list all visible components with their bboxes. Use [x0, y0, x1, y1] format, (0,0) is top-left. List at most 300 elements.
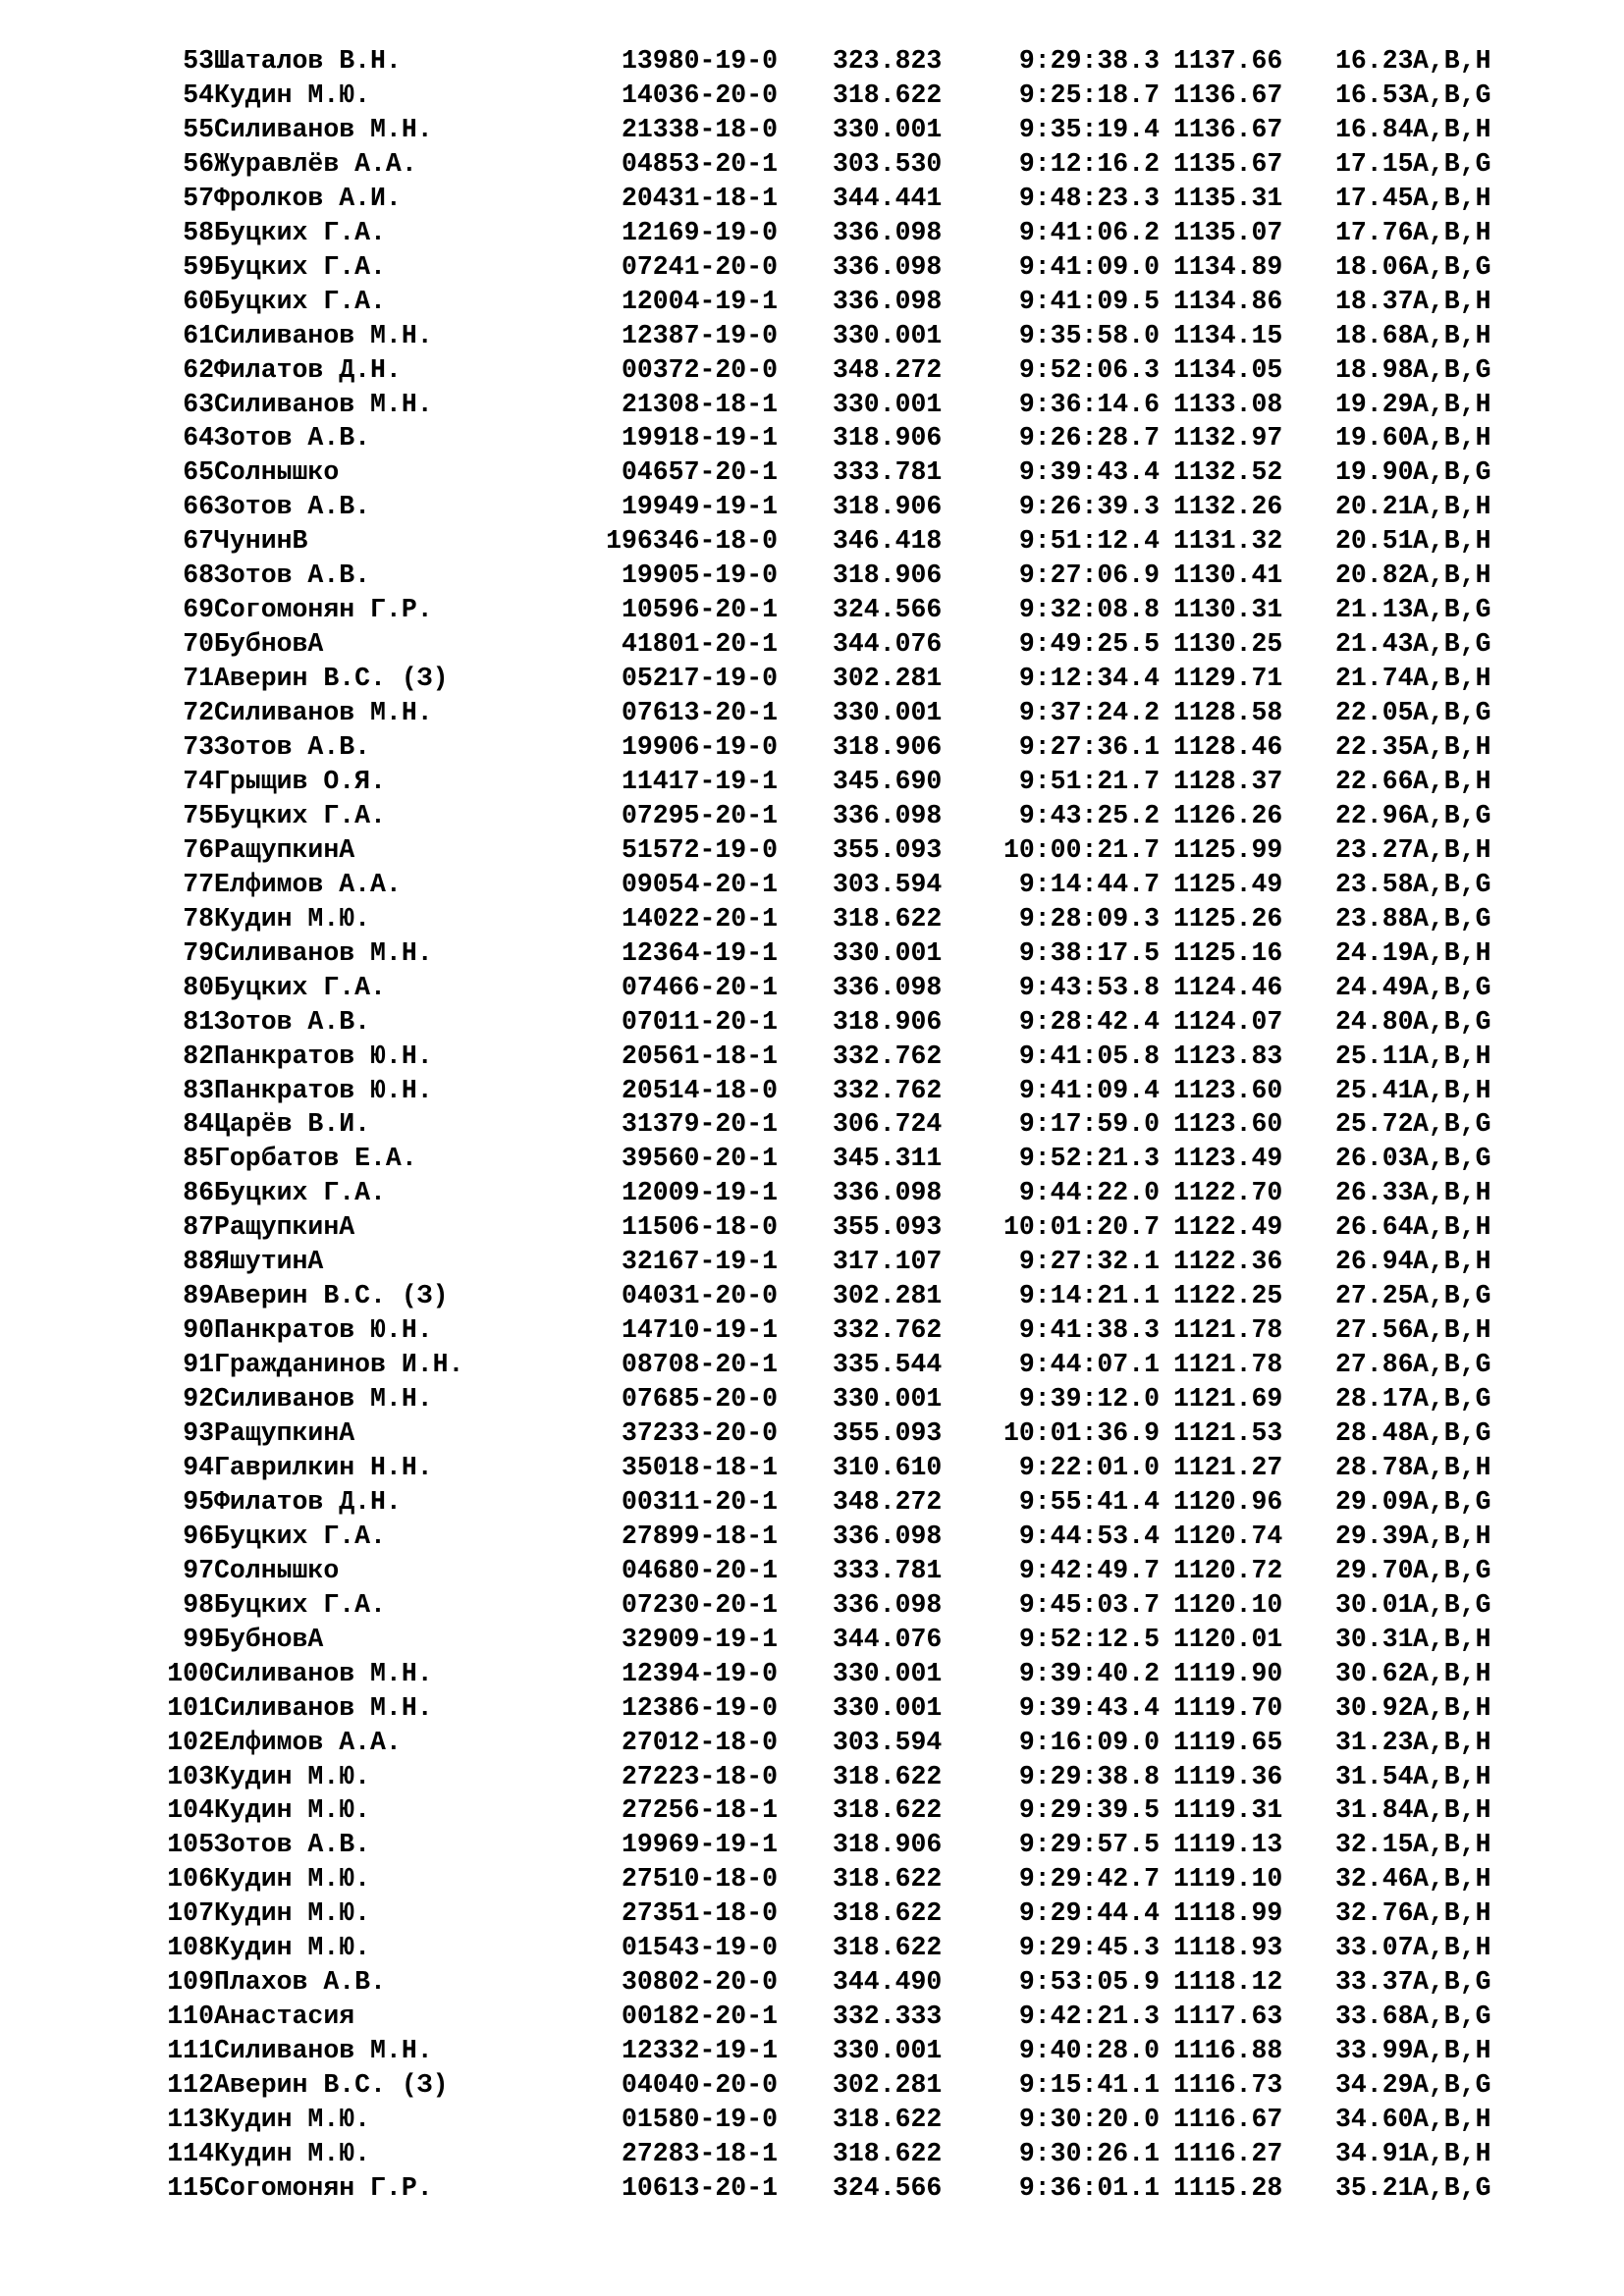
- fancier-name: Елфимов А.А.: [214, 1727, 402, 1757]
- category-flags: A,B,H: [1413, 1830, 1491, 1860]
- arrival-time: 9:43:53.8: [1018, 972, 1160, 1002]
- arrival-time: 9:51:12.4: [1018, 526, 1160, 557]
- place-number: 98: [183, 1589, 214, 1620]
- distance: 302.281: [833, 1281, 943, 1311]
- ring-number: 12364-19-1: [621, 937, 778, 968]
- category-flags: A,B,G: [1413, 595, 1491, 625]
- fancier-name: Буцких Г.А.: [214, 1521, 386, 1551]
- ring-number: 04031-20-0: [621, 1281, 778, 1311]
- speed: 1130.25: [1173, 629, 1283, 660]
- coefficient: 30.01: [1335, 1589, 1414, 1620]
- ring-number: 01543-19-0: [621, 1933, 778, 1963]
- category-flags: A,B,H: [1413, 114, 1491, 144]
- coefficient: 17.15: [1335, 148, 1414, 179]
- place-number: 61: [183, 320, 214, 350]
- coefficient: 22.35: [1335, 732, 1414, 762]
- arrival-time: 9:38:17.5: [1018, 937, 1160, 968]
- place-number: 63: [183, 389, 214, 419]
- category-flags: A,B,H: [1413, 1658, 1491, 1688]
- place-number: 71: [183, 664, 214, 694]
- distance: 348.272: [833, 354, 943, 385]
- ring-number: 12169-19-0: [621, 217, 778, 247]
- fancier-name: Гражданинов И.Н.: [214, 1350, 464, 1380]
- coefficient: 20.51: [1335, 526, 1414, 557]
- distance: 336.098: [833, 286, 943, 316]
- arrival-time: 9:26:28.7: [1018, 423, 1160, 454]
- coefficient: 23.88: [1335, 903, 1414, 934]
- speed: 1125.16: [1173, 937, 1283, 968]
- ring-number: 27283-18-1: [621, 2138, 778, 2168]
- category-flags: A,B,G: [1413, 903, 1491, 934]
- fancier-name: БубновА: [214, 629, 324, 660]
- category-flags: A,B,H: [1413, 183, 1491, 213]
- distance: 330.001: [833, 1384, 943, 1415]
- coefficient: 31.54: [1335, 1761, 1414, 1791]
- coefficient: 27.86: [1335, 1350, 1414, 1380]
- ring-number: 11506-18-0: [621, 1212, 778, 1243]
- distance: 336.098: [833, 972, 943, 1002]
- arrival-time: 9:25:18.7: [1018, 80, 1160, 110]
- category-flags: A,B,H: [1413, 389, 1491, 419]
- fancier-name: РащупкинА: [214, 834, 355, 865]
- distance: 302.281: [833, 664, 943, 694]
- speed: 1122.49: [1173, 1212, 1283, 1243]
- fancier-name: Силиванов М.Н.: [214, 1692, 433, 1723]
- place-number: 60: [183, 286, 214, 316]
- arrival-time: 9:41:09.0: [1018, 251, 1160, 282]
- coefficient: 28.48: [1335, 1418, 1414, 1448]
- coefficient: 27.56: [1335, 1315, 1414, 1346]
- coefficient: 16.84: [1335, 114, 1414, 144]
- fancier-name: Панкратов Ю.Н.: [214, 1075, 433, 1105]
- category-flags: A,B,G: [1413, 2002, 1491, 2032]
- arrival-time: 9:27:06.9: [1018, 561, 1160, 591]
- ring-number: 32909-19-1: [621, 1624, 778, 1654]
- speed: 1123.49: [1173, 1144, 1283, 1174]
- coefficient: 35.21: [1335, 2172, 1414, 2203]
- ring-number: 41801-20-1: [621, 629, 778, 660]
- speed: 1135.31: [1173, 183, 1283, 213]
- coefficient: 18.37: [1335, 286, 1414, 316]
- distance: 318.906: [833, 1006, 943, 1037]
- category-flags: A,B,H: [1413, 1452, 1491, 1482]
- speed: 1120.74: [1173, 1521, 1283, 1551]
- speed: 1116.67: [1173, 2105, 1283, 2134]
- speed: 1132.26: [1173, 492, 1283, 522]
- speed: 1122.70: [1173, 1178, 1283, 1208]
- arrival-time: 9:39:40.2: [1018, 1658, 1160, 1688]
- ring-number: 51572-19-0: [621, 834, 778, 865]
- speed: 1130.41: [1173, 561, 1283, 591]
- ring-number: 32167-19-1: [621, 1247, 778, 1277]
- coefficient: 25.41: [1335, 1075, 1414, 1105]
- ring-number: 39560-20-1: [621, 1144, 778, 1174]
- fancier-name: Силиванов М.Н.: [214, 937, 433, 968]
- distance: 332.762: [833, 1075, 943, 1105]
- place-number: 62: [183, 354, 214, 385]
- place-number: 111: [167, 2036, 214, 2066]
- speed: 1119.90: [1173, 1658, 1283, 1688]
- category-flags: A,B,H: [1413, 1692, 1491, 1723]
- category-flags: A,B,H: [1413, 1727, 1491, 1757]
- arrival-time: 9:32:08.8: [1018, 595, 1160, 625]
- speed: 1121.27: [1173, 1452, 1283, 1482]
- fancier-name: Царёв В.И.: [214, 1109, 371, 1140]
- coefficient: 33.07: [1335, 1933, 1414, 1963]
- category-flags: A,B,G: [1413, 2070, 1491, 2101]
- place-number: 68: [183, 561, 214, 591]
- arrival-time: 9:52:21.3: [1018, 1144, 1160, 1174]
- distance: 335.544: [833, 1350, 943, 1380]
- ring-number: 21338-18-0: [621, 114, 778, 144]
- arrival-time: 9:41:38.3: [1018, 1315, 1160, 1346]
- category-flags: A,B,G: [1413, 1589, 1491, 1620]
- place-number: 93: [183, 1418, 214, 1448]
- category-flags: A,B,G: [1413, 1384, 1491, 1415]
- fancier-name: Буцких Г.А.: [214, 972, 386, 1002]
- category-flags: A,B,G: [1413, 1555, 1491, 1585]
- arrival-time: 9:55:41.4: [1018, 1486, 1160, 1517]
- speed: 1134.89: [1173, 251, 1283, 282]
- speed: 1134.15: [1173, 320, 1283, 350]
- speed: 1119.70: [1173, 1692, 1283, 1723]
- distance: 303.530: [833, 148, 943, 179]
- arrival-time: 9:17:59.0: [1018, 1109, 1160, 1140]
- arrival-time: 9:39:12.0: [1018, 1384, 1160, 1415]
- speed: 1119.10: [1173, 1864, 1283, 1895]
- coefficient: 32.76: [1335, 1898, 1414, 1929]
- coefficient: 18.06: [1335, 251, 1414, 282]
- place-number: 72: [183, 698, 214, 728]
- category-flags: A,B,H: [1413, 2105, 1491, 2134]
- distance: 318.906: [833, 1830, 943, 1860]
- fancier-name: Буцких Г.А.: [214, 800, 386, 830]
- fancier-name: Силиванов М.Н.: [214, 320, 433, 350]
- distance: 330.001: [833, 389, 943, 419]
- speed: 1124.46: [1173, 972, 1283, 1002]
- place-number: 99: [183, 1624, 214, 1654]
- category-flags: A,B,H: [1413, 1247, 1491, 1277]
- coefficient: 27.25: [1335, 1281, 1414, 1311]
- ring-number: 12332-19-1: [621, 2036, 778, 2066]
- arrival-time: 9:41:09.5: [1018, 286, 1160, 316]
- distance: 336.098: [833, 251, 943, 282]
- arrival-time: 9:35:58.0: [1018, 320, 1160, 350]
- distance: 318.622: [833, 903, 943, 934]
- distance: 336.098: [833, 217, 943, 247]
- distance: 318.622: [833, 1795, 943, 1826]
- arrival-time: 9:51:21.7: [1018, 766, 1160, 796]
- place-number: 85: [183, 1144, 214, 1174]
- fancier-name: ЧунинВ: [214, 526, 308, 557]
- fancier-name: Панкратов Ю.Н.: [214, 1041, 433, 1071]
- distance: 344.076: [833, 1624, 943, 1654]
- fancier-name: Силиванов М.Н.: [214, 1658, 433, 1688]
- distance: 345.690: [833, 766, 943, 796]
- place-number: 55: [183, 114, 214, 144]
- speed: 1123.60: [1173, 1109, 1283, 1140]
- distance: 302.281: [833, 2070, 943, 2101]
- distance: 318.622: [833, 2105, 943, 2134]
- arrival-time: 9:35:19.4: [1018, 114, 1160, 144]
- ring-number: 07011-20-1: [621, 1006, 778, 1037]
- fancier-name: РащупкинА: [214, 1418, 355, 1448]
- place-number: 90: [183, 1315, 214, 1346]
- arrival-time: 9:27:32.1: [1018, 1247, 1160, 1277]
- distance: 318.906: [833, 561, 943, 591]
- distance: 330.001: [833, 698, 943, 728]
- category-flags: A,B,H: [1413, 1521, 1491, 1551]
- coefficient: 31.23: [1335, 1727, 1414, 1757]
- category-flags: A,B,H: [1413, 1624, 1491, 1654]
- ring-number: 19906-19-0: [621, 732, 778, 762]
- distance: 306.724: [833, 1109, 943, 1140]
- speed: 1120.10: [1173, 1589, 1283, 1620]
- fancier-name: Силиванов М.Н.: [214, 114, 433, 144]
- fancier-name: Горбатов Е.А.: [214, 1144, 417, 1174]
- speed: 1128.58: [1173, 698, 1283, 728]
- fancier-name: Кудин М.Ю.: [214, 1933, 371, 1963]
- fancier-name: Елфимов А.А.: [214, 869, 402, 899]
- fancier-name: Плахов А.В.: [214, 1967, 386, 1998]
- speed: 1118.99: [1173, 1898, 1283, 1929]
- fancier-name: Зотов А.В.: [214, 561, 371, 591]
- coefficient: 21.74: [1335, 664, 1414, 694]
- place-number: 75: [183, 800, 214, 830]
- speed: 1125.26: [1173, 903, 1283, 934]
- fancier-name: Буцких Г.А.: [214, 1589, 386, 1620]
- speed: 1116.27: [1173, 2138, 1283, 2168]
- distance: 310.610: [833, 1452, 943, 1482]
- speed: 1120.72: [1173, 1555, 1283, 1585]
- place-number: 91: [183, 1350, 214, 1380]
- fancier-name: Зотов А.В.: [214, 1830, 371, 1860]
- coefficient: 30.31: [1335, 1624, 1414, 1654]
- fancier-name: Грыщив О.Я.: [214, 766, 386, 796]
- arrival-time: 9:36:01.1: [1018, 2172, 1160, 2203]
- distance: 344.076: [833, 629, 943, 660]
- place-number: 96: [183, 1521, 214, 1551]
- speed: 1116.73: [1173, 2070, 1283, 2101]
- place-number: 83: [183, 1075, 214, 1105]
- coefficient: 19.29: [1335, 389, 1414, 419]
- arrival-time: 9:12:34.4: [1018, 664, 1160, 694]
- arrival-time: 9:41:06.2: [1018, 217, 1160, 247]
- ring-number: 04040-20-0: [621, 2070, 778, 2101]
- arrival-time: 9:37:24.2: [1018, 698, 1160, 728]
- speed: 1122.25: [1173, 1281, 1283, 1311]
- speed: 1136.67: [1173, 114, 1283, 144]
- speed: 1119.65: [1173, 1727, 1283, 1757]
- coefficient: 22.05: [1335, 698, 1414, 728]
- distance: 303.594: [833, 1727, 943, 1757]
- distance: 332.762: [833, 1041, 943, 1071]
- speed: 1123.83: [1173, 1041, 1283, 1071]
- ring-number: 11417-19-1: [621, 766, 778, 796]
- distance: 318.622: [833, 1933, 943, 1963]
- category-flags: A,B,G: [1413, 1967, 1491, 1998]
- coefficient: 34.60: [1335, 2105, 1414, 2134]
- ring-number: 04680-20-1: [621, 1555, 778, 1585]
- arrival-time: 9:29:57.5: [1018, 1830, 1160, 1860]
- fancier-name: Гаврилкин Н.Н.: [214, 1452, 433, 1482]
- distance: 317.107: [833, 1247, 943, 1277]
- category-flags: A,B,G: [1413, 1281, 1491, 1311]
- category-flags: A,B,H: [1413, 217, 1491, 247]
- category-flags: A,B,G: [1413, 80, 1491, 110]
- speed: 1131.32: [1173, 526, 1283, 557]
- ring-number: 19918-19-1: [621, 423, 778, 454]
- place-number: 58: [183, 217, 214, 247]
- ring-number: 07241-20-0: [621, 251, 778, 282]
- place-number: 76: [183, 834, 214, 865]
- arrival-time: 10:01:36.9: [1002, 1418, 1160, 1448]
- place-number: 66: [183, 492, 214, 522]
- fancier-name: Кудин М.Ю.: [214, 903, 371, 934]
- arrival-time: 10:01:20.7: [1002, 1212, 1160, 1243]
- coefficient: 33.37: [1335, 1967, 1414, 1998]
- coefficient: 24.80: [1335, 1006, 1414, 1037]
- coefficient: 22.96: [1335, 800, 1414, 830]
- ring-number: 14036-20-0: [621, 80, 778, 110]
- speed: 1119.31: [1173, 1795, 1283, 1826]
- ring-number: 14022-20-1: [621, 903, 778, 934]
- distance: 355.093: [833, 834, 943, 865]
- distance: 336.098: [833, 800, 943, 830]
- fancier-name: Фролков А.И.: [214, 183, 402, 213]
- arrival-time: 9:28:42.4: [1018, 1006, 1160, 1037]
- coefficient: 16.23: [1335, 46, 1414, 76]
- fancier-name: Аверин В.С. (З): [214, 1281, 449, 1311]
- category-flags: A,B,H: [1413, 1864, 1491, 1895]
- arrival-time: 9:44:22.0: [1018, 1178, 1160, 1208]
- speed: 1123.60: [1173, 1075, 1283, 1105]
- category-flags: A,B,H: [1413, 2036, 1491, 2066]
- ring-number: 27012-18-0: [621, 1727, 778, 1757]
- distance: 318.906: [833, 423, 943, 454]
- ring-number: 20431-18-1: [621, 183, 778, 213]
- ring-number: 35018-18-1: [621, 1452, 778, 1482]
- category-flags: A,B,G: [1413, 354, 1491, 385]
- coefficient: 18.98: [1335, 354, 1414, 385]
- place-number: 59: [183, 251, 214, 282]
- coefficient: 25.72: [1335, 1109, 1414, 1140]
- coefficient: 34.29: [1335, 2070, 1414, 2101]
- speed: 1137.66: [1173, 46, 1283, 76]
- speed: 1116.88: [1173, 2036, 1283, 2066]
- arrival-time: 9:44:53.4: [1018, 1521, 1160, 1551]
- coefficient: 16.53: [1335, 80, 1414, 110]
- speed: 1121.78: [1173, 1315, 1283, 1346]
- distance: 330.001: [833, 937, 943, 968]
- place-number: 74: [183, 766, 214, 796]
- category-flags: A,B,G: [1413, 1418, 1491, 1448]
- coefficient: 20.21: [1335, 492, 1414, 522]
- ring-number: 12394-19-0: [621, 1658, 778, 1688]
- category-flags: A,B,H: [1413, 2138, 1491, 2168]
- coefficient: 34.91: [1335, 2138, 1414, 2168]
- category-flags: A,B,H: [1413, 1761, 1491, 1791]
- fancier-name: Кудин М.Ю.: [214, 1898, 371, 1929]
- category-flags: A,B,H: [1413, 1041, 1491, 1071]
- arrival-time: 9:27:36.1: [1018, 732, 1160, 762]
- speed: 1136.67: [1173, 80, 1283, 110]
- coefficient: 23.27: [1335, 834, 1414, 865]
- ring-number: 196346-18-0: [606, 526, 778, 557]
- place-number: 103: [167, 1761, 214, 1791]
- coefficient: 31.84: [1335, 1795, 1414, 1826]
- fancier-name: Согомонян Г.Р.: [214, 595, 433, 625]
- speed: 1120.96: [1173, 1486, 1283, 1517]
- coefficient: 22.66: [1335, 766, 1414, 796]
- distance: 345.311: [833, 1144, 943, 1174]
- place-number: 106: [167, 1864, 214, 1895]
- coefficient: 24.49: [1335, 972, 1414, 1002]
- distance: 303.594: [833, 869, 943, 899]
- arrival-time: 9:53:05.9: [1018, 1967, 1160, 1998]
- arrival-time: 9:22:01.0: [1018, 1452, 1160, 1482]
- arrival-time: 9:39:43.4: [1018, 457, 1160, 488]
- ring-number: 00311-20-1: [621, 1486, 778, 1517]
- ring-number: 07613-20-1: [621, 698, 778, 728]
- category-flags: A,B,H: [1413, 492, 1491, 522]
- fancier-name: Филатов Д.Н.: [214, 1486, 402, 1517]
- fancier-name: Кудин М.Ю.: [214, 2105, 371, 2134]
- fancier-name: Филатов Д.Н.: [214, 354, 402, 385]
- category-flags: A,B,G: [1413, 1144, 1491, 1174]
- fancier-name: Буцких Г.А.: [214, 286, 386, 316]
- arrival-time: 9:26:39.3: [1018, 492, 1160, 522]
- ring-number: 20514-18-0: [621, 1075, 778, 1105]
- arrival-time: 9:29:45.3: [1018, 1933, 1160, 1963]
- speed: 1118.12: [1173, 1967, 1283, 1998]
- category-flags: A,B,H: [1413, 1795, 1491, 1826]
- ring-number: 04853-20-1: [621, 148, 778, 179]
- ring-number: 07685-20-0: [621, 1384, 778, 1415]
- category-flags: A,B,G: [1413, 251, 1491, 282]
- distance: 330.001: [833, 320, 943, 350]
- distance: 344.490: [833, 1967, 943, 1998]
- coefficient: 20.82: [1335, 561, 1414, 591]
- category-flags: A,B,H: [1413, 526, 1491, 557]
- place-number: 97: [183, 1555, 214, 1585]
- distance: 330.001: [833, 1658, 943, 1688]
- fancier-name: ЯшутинА: [214, 1247, 324, 1277]
- ring-number: 12387-19-0: [621, 320, 778, 350]
- distance: 318.622: [833, 2138, 943, 2168]
- category-flags: A,B,H: [1413, 46, 1491, 76]
- ring-number: 27223-18-0: [621, 1761, 778, 1791]
- arrival-time: 9:40:28.0: [1018, 2036, 1160, 2066]
- speed: 1120.01: [1173, 1624, 1283, 1654]
- fancier-name: Кудин М.Ю.: [214, 1761, 371, 1791]
- fancier-name: Зотов А.В.: [214, 423, 371, 454]
- fancier-name: Зотов А.В.: [214, 1006, 371, 1037]
- distance: 330.001: [833, 2036, 943, 2066]
- distance: 330.001: [833, 1692, 943, 1723]
- place-number: 107: [167, 1898, 214, 1929]
- ring-number: 37233-20-0: [621, 1418, 778, 1448]
- distance: 344.441: [833, 183, 943, 213]
- place-number: 104: [167, 1795, 214, 1826]
- coefficient: 28.17: [1335, 1384, 1414, 1415]
- place-number: 70: [183, 629, 214, 660]
- distance: 318.906: [833, 732, 943, 762]
- place-number: 78: [183, 903, 214, 934]
- place-number: 56: [183, 148, 214, 179]
- ring-number: 12009-19-1: [621, 1178, 778, 1208]
- fancier-name: Силиванов М.Н.: [214, 1384, 433, 1415]
